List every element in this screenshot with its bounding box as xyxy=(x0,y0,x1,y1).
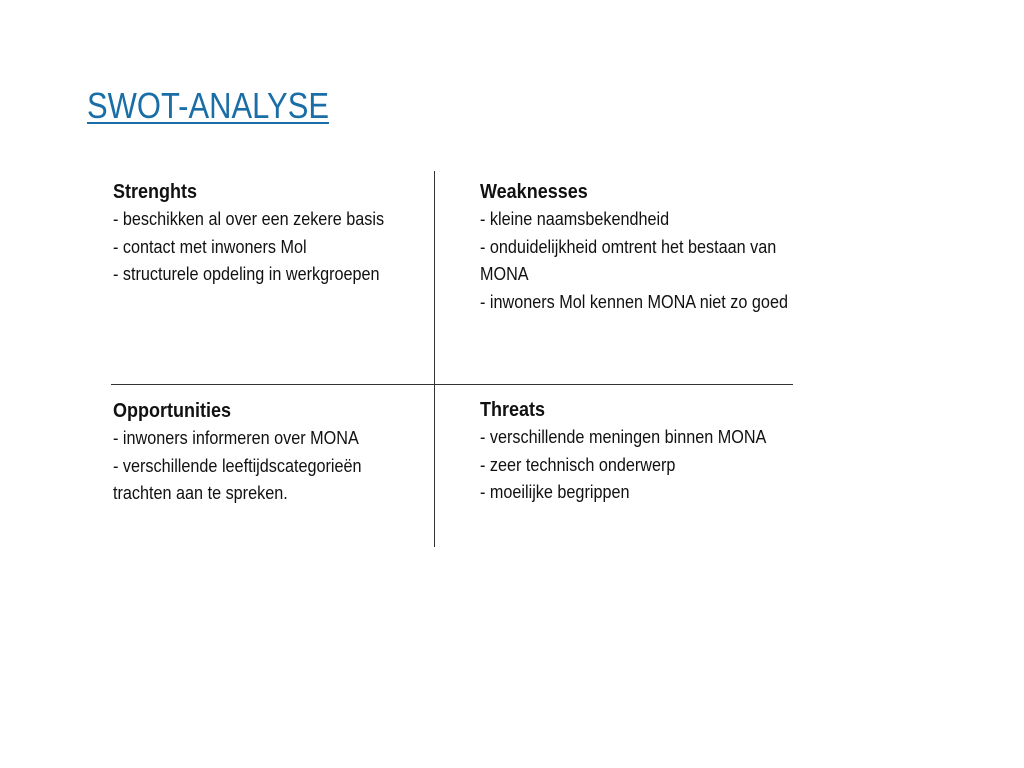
opportunities-heading: Opportunities xyxy=(113,400,231,422)
strengths-item: - beschikken al over een zekere basis xyxy=(113,209,385,229)
threats-item: - zeer technisch onderwerp xyxy=(480,454,676,475)
opportunities-item: - verschillende leeftijdscategorieën trachten aan te spreken. xyxy=(113,455,362,503)
threats-item: - moeilijke begrippen xyxy=(480,482,630,502)
strengths-list xyxy=(113,206,428,289)
horizontal-divider xyxy=(111,384,793,385)
opportunities-quadrant xyxy=(113,397,419,508)
weaknesses-item: - inwoners Mol kennen MONA niet zo goed xyxy=(480,291,788,312)
strengths-quadrant xyxy=(113,178,428,289)
strengths-item: - contact met inwoners Mol xyxy=(113,236,307,257)
vertical-divider xyxy=(434,171,435,547)
opportunities-list xyxy=(113,425,419,508)
slide-title: SWOT-ANALYSE xyxy=(87,85,329,126)
strengths-item: - structurele opdeling in werkgroepen xyxy=(113,264,380,284)
opportunities-item: - inwoners informeren over MONA xyxy=(113,428,359,448)
threats-item: - verschillende meningen binnen MONA xyxy=(480,427,767,447)
threats-list xyxy=(480,424,782,507)
strengths-heading: Strenghts xyxy=(113,181,198,203)
threats-heading: Threats xyxy=(480,399,546,421)
weaknesses-heading: Weaknesses xyxy=(480,181,588,203)
weaknesses-quadrant xyxy=(480,178,791,316)
weaknesses-item: - onduidelijkheid omtrent het bestaan van MONA xyxy=(480,236,777,284)
weaknesses-item: - kleine naamsbekendheid xyxy=(480,209,670,229)
weaknesses-list xyxy=(480,206,791,316)
threats-quadrant xyxy=(480,396,782,507)
